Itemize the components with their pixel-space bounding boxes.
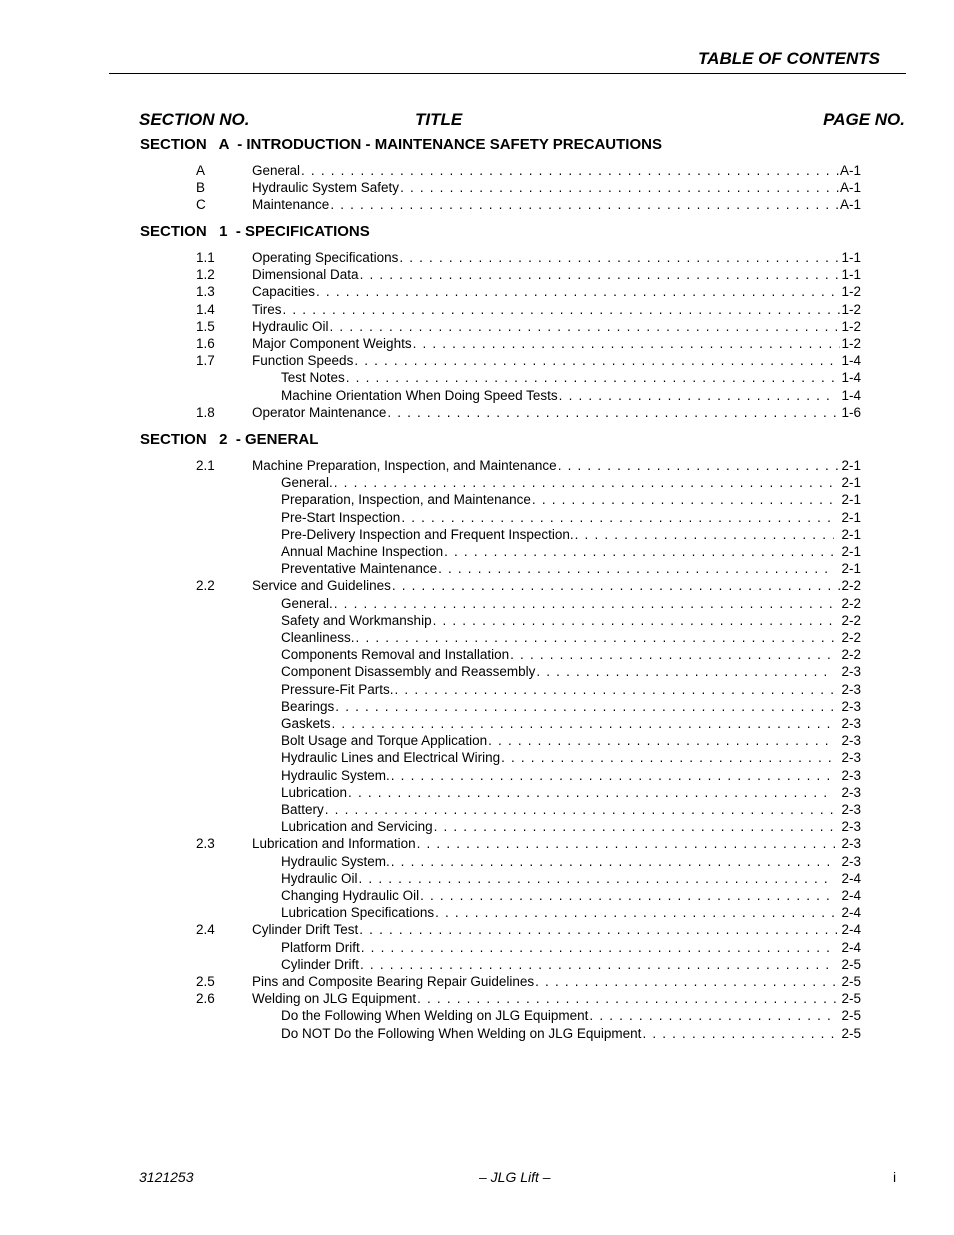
- dot-leader: [283, 302, 841, 317]
- entry-title: Hydraulic System.: [281, 767, 390, 783]
- entry-page-number: 2-3: [841, 716, 861, 731]
- toc-subentry[interactable]: [0, 854, 954, 871]
- dot-leader: [387, 405, 840, 420]
- toc-subentry[interactable]: [0, 492, 954, 509]
- dot-leader: [361, 940, 835, 955]
- dot-leader: [417, 991, 840, 1006]
- toc-entry[interactable]: [0, 974, 954, 991]
- toc-entry[interactable]: [0, 336, 954, 353]
- entry-title: Lubrication Specifications: [281, 905, 435, 921]
- dot-leader: [325, 802, 835, 817]
- entry-title: Welding on JLG Equipment: [252, 991, 417, 1007]
- toc-subentry[interactable]: [0, 630, 954, 647]
- entry-title: Lubrication: [281, 784, 348, 800]
- entry-page-number: 2-3: [841, 698, 861, 714]
- entry-page-number: 2-5: [841, 991, 861, 1007]
- entry-title: Cylinder Drift Test: [252, 922, 359, 938]
- entry-page-number: 1-4: [841, 370, 861, 386]
- page-header-title: TABLE OF CONTENTS: [698, 49, 880, 68]
- entry-number: 2.3: [196, 836, 215, 852]
- entry-page-number: 2-3: [841, 819, 861, 835]
- entry-page-number: 1-2: [841, 301, 861, 317]
- entry-page-number: 2-1: [841, 509, 861, 525]
- entry-page-number: A-1: [839, 180, 861, 196]
- entry-page-number: 2-4: [841, 939, 861, 955]
- entry-title: Operator Maintenance: [252, 404, 387, 420]
- toc-subentry[interactable]: [0, 1008, 954, 1025]
- entry-title: Cleanliness.: [281, 630, 355, 645]
- dot-leader: [332, 716, 835, 731]
- toc-subentry[interactable]: [0, 888, 954, 905]
- toc-entry[interactable]: [0, 319, 954, 336]
- entry-page-number: 2-2: [841, 647, 861, 663]
- entry-page-number: 2-1: [841, 475, 861, 491]
- entry-title: Operating Specifications: [252, 250, 399, 265]
- entry-title: General.: [281, 595, 333, 611]
- dot-leader: [316, 284, 840, 299]
- dot-leader: [400, 180, 839, 195]
- dot-leader: [558, 458, 841, 473]
- entry-title: Safety and Workmanship: [281, 612, 432, 628]
- entry-title: Dimensional Data: [252, 267, 359, 283]
- dot-leader: [575, 527, 835, 542]
- entry-title: Preparation, Inspection, and Maintenance: [281, 492, 531, 508]
- entry-page-number: 2-5: [841, 974, 861, 989]
- entry-page-number: 2-5: [841, 1025, 861, 1041]
- entry-page-number: 2-2: [841, 578, 861, 594]
- entry-page-number: 1-2: [841, 318, 861, 334]
- dot-leader: [536, 664, 834, 679]
- entry-page-number: 1-6: [841, 404, 861, 420]
- dot-leader: [434, 819, 835, 834]
- entry-title: Gaskets: [281, 716, 331, 731]
- entry-title: Hydraulic Lines and Electrical Wiring: [281, 750, 501, 766]
- toc-subentry[interactable]: [0, 596, 954, 613]
- footer-doc-number: 3121253: [139, 1169, 194, 1185]
- entry-title: Lubrication and Information: [252, 836, 416, 852]
- entry-title: Bolt Usage and Torque Application: [281, 733, 488, 749]
- column-header-section-no: SECTION NO.: [139, 110, 250, 129]
- entry-title: Machine Preparation, Inspection, and Maintenance: [252, 458, 557, 473]
- entry-page-number: 1-4: [841, 353, 861, 369]
- entry-title: Preventative Maintenance: [281, 561, 438, 577]
- entry-title: Pre-Delivery Inspection and Frequent Inspection.: [281, 526, 574, 542]
- entry-number: 2.1: [196, 458, 215, 473]
- toc-subentry[interactable]: [0, 682, 954, 699]
- dot-leader: [330, 197, 839, 212]
- entry-page-number: 2-1: [841, 561, 861, 577]
- toc-entry[interactable]: [0, 458, 954, 475]
- entry-title: Cylinder Drift: [281, 956, 360, 972]
- dot-leader: [589, 1008, 834, 1023]
- dot-leader: [401, 510, 834, 525]
- toc-subentry[interactable]: [0, 510, 954, 527]
- footer-center-text: – JLG Lift –: [479, 1169, 551, 1185]
- entry-title: Bearings: [281, 698, 335, 714]
- entry-number: 1.1: [196, 250, 215, 265]
- dot-leader: [642, 1026, 834, 1041]
- entry-title: Pre-Start Inspection: [281, 509, 401, 525]
- dot-leader: [435, 905, 834, 920]
- entry-page-number: 1-1: [841, 250, 861, 265]
- toc-subentry[interactable]: [0, 733, 954, 750]
- entry-page-number: 2-3: [841, 750, 861, 766]
- entry-title: Major Component Weights: [252, 336, 412, 351]
- entry-page-number: A-1: [839, 197, 861, 213]
- column-header-title: TITLE: [415, 110, 463, 129]
- entry-page-number: 2-1: [841, 526, 861, 542]
- toc-subentry[interactable]: [0, 785, 954, 802]
- entry-title: Tires: [252, 301, 282, 317]
- toc-entry[interactable]: [0, 578, 954, 595]
- dot-leader: [559, 388, 835, 403]
- toc-subentry[interactable]: [0, 1026, 954, 1043]
- entry-page-number: 2-1: [841, 492, 861, 508]
- dot-leader: [335, 699, 834, 714]
- toc-subentry[interactable]: [0, 370, 954, 387]
- dot-leader: [360, 267, 841, 282]
- dot-leader: [330, 319, 841, 334]
- entry-title: General.: [281, 475, 333, 491]
- toc-subentry[interactable]: [0, 647, 954, 664]
- dot-leader: [334, 475, 835, 490]
- dot-leader: [535, 974, 840, 989]
- dot-leader: [356, 630, 835, 645]
- entry-page-number: 2-4: [841, 922, 861, 938]
- entry-title: Do the Following When Welding on JLG Equipment: [281, 1008, 589, 1024]
- entry-title: Battery: [281, 802, 324, 817]
- header-divider: [109, 73, 906, 74]
- toc-entry[interactable]: [0, 250, 954, 267]
- entry-number: B: [196, 180, 206, 196]
- toc-subentry[interactable]: [0, 750, 954, 767]
- dot-leader: [510, 647, 834, 662]
- toc-entry[interactable]: [0, 302, 954, 319]
- dot-leader: [488, 733, 834, 748]
- entry-title: Hydraulic Oil: [252, 318, 329, 334]
- dot-leader: [438, 561, 834, 576]
- entry-title: Test Notes: [281, 370, 345, 386]
- entry-page-number: 2-4: [841, 870, 861, 886]
- entry-page-number: 2-5: [841, 956, 861, 972]
- toc-subentry[interactable]: [0, 802, 954, 819]
- section-heading: SECTION 2 - GENERAL: [140, 431, 319, 448]
- entry-page-number: 2-3: [841, 784, 861, 800]
- toc-subentry[interactable]: [0, 871, 954, 888]
- dot-leader: [399, 250, 840, 265]
- entry-number: 2.2: [196, 578, 215, 594]
- entry-number: C: [196, 197, 206, 213]
- entry-title: Component Disassembly and Reassembly: [281, 664, 536, 680]
- entry-page-number: 2-3: [841, 767, 861, 783]
- entry-page-number: 1-4: [841, 387, 861, 403]
- toc-subentry[interactable]: [0, 716, 954, 733]
- dot-leader: [501, 750, 834, 765]
- entry-page-number: 2-1: [841, 544, 861, 559]
- entry-page-number: 2-3: [841, 664, 861, 680]
- dot-leader: [392, 578, 841, 593]
- dot-leader: [346, 370, 835, 385]
- entry-page-number: 2-4: [841, 888, 861, 903]
- toc-entry[interactable]: [0, 267, 954, 284]
- toc-subentry[interactable]: [0, 613, 954, 630]
- entry-title: Hydraulic System Safety: [252, 180, 400, 196]
- entry-title: Lubrication and Servicing: [281, 819, 433, 835]
- entry-number: 1.3: [196, 284, 215, 300]
- entry-number: 1.6: [196, 336, 215, 351]
- toc-entry[interactable]: [0, 922, 954, 939]
- toc-subentry[interactable]: [0, 940, 954, 957]
- entry-page-number: 2-1: [841, 458, 861, 473]
- entry-title: Function Speeds: [252, 353, 354, 369]
- dot-leader: [359, 922, 840, 937]
- toc-subentry[interactable]: [0, 819, 954, 836]
- entry-title: Platform Drift: [281, 939, 360, 955]
- dot-leader: [413, 336, 841, 351]
- dot-leader: [348, 785, 834, 800]
- dot-leader: [420, 888, 834, 903]
- footer-page-number: i: [893, 1169, 897, 1185]
- dot-leader: [301, 163, 839, 178]
- dot-leader: [417, 836, 841, 851]
- entry-number: A: [196, 163, 206, 178]
- entry-number: 1.5: [196, 318, 215, 334]
- toc-entry[interactable]: [0, 180, 954, 197]
- entry-page-number: 1-1: [841, 267, 861, 283]
- entry-number: 1.2: [196, 267, 215, 283]
- entry-title: Hydraulic Oil: [281, 870, 358, 886]
- toc-entry[interactable]: [0, 163, 954, 180]
- entry-title: Capacities: [252, 284, 316, 300]
- dot-leader: [360, 957, 834, 972]
- dot-leader: [334, 596, 835, 611]
- toc-subentry[interactable]: [0, 475, 954, 492]
- toc-subentry[interactable]: [0, 561, 954, 578]
- entry-number: 1.8: [196, 404, 215, 420]
- entry-title: Pins and Composite Bearing Repair Guidelines: [252, 974, 535, 989]
- toc-subentry[interactable]: [0, 388, 954, 405]
- entry-number: 1.7: [196, 353, 215, 369]
- toc-entry[interactable]: [0, 991, 954, 1008]
- entry-title: Hydraulic System.: [281, 853, 390, 869]
- toc-entry[interactable]: [0, 405, 954, 422]
- toc-entry[interactable]: [0, 353, 954, 370]
- entry-page-number: 2-3: [841, 733, 861, 749]
- entry-page-number: 2-3: [841, 681, 861, 697]
- entry-title: Service and Guidelines: [252, 578, 391, 594]
- entry-title: Pressure-Fit Parts.: [281, 681, 394, 697]
- dot-leader: [391, 854, 835, 869]
- toc-subentry[interactable]: [0, 699, 954, 716]
- toc-subentry[interactable]: [0, 527, 954, 544]
- toc-entry[interactable]: [0, 197, 954, 214]
- dot-leader: [532, 492, 835, 507]
- entry-page-number: 2-5: [841, 1008, 861, 1024]
- entry-page-number: 2-3: [841, 853, 861, 869]
- entry-page-number: 2-4: [841, 905, 861, 921]
- toc-subentry[interactable]: [0, 664, 954, 681]
- entry-title: Do NOT Do the Following When Welding on JLG Equipment: [281, 1025, 642, 1041]
- toc-subentry[interactable]: [0, 957, 954, 974]
- toc-subentry[interactable]: [0, 905, 954, 922]
- entry-title: Components Removal and Installation: [281, 647, 510, 663]
- entry-page-number: 2-2: [841, 612, 861, 628]
- toc-entry[interactable]: [0, 836, 954, 853]
- entry-page-number: A-1: [839, 163, 861, 178]
- column-header-page-no: PAGE NO.: [823, 110, 905, 129]
- entry-number: 2.5: [196, 974, 215, 989]
- entry-page-number: 1-2: [841, 336, 861, 351]
- entry-title: Changing Hydraulic Oil: [281, 888, 420, 903]
- entry-number: 2.6: [196, 991, 215, 1007]
- dot-leader: [359, 871, 835, 886]
- section-heading: SECTION A - INTRODUCTION - MAINTENANCE SAFETY PRECAUTIONS: [140, 136, 662, 153]
- dot-leader: [395, 682, 835, 697]
- section-heading: SECTION 1 - SPECIFICATIONS: [140, 223, 370, 240]
- entry-page-number: 2-2: [841, 630, 861, 645]
- entry-number: 2.4: [196, 922, 215, 938]
- entry-title: Maintenance: [252, 197, 330, 213]
- entry-page-number: 2-2: [841, 595, 861, 611]
- toc-subentry[interactable]: [0, 544, 954, 561]
- toc-subentry[interactable]: [0, 768, 954, 785]
- entry-number: 1.4: [196, 301, 215, 317]
- entry-page-number: 2-3: [841, 836, 861, 852]
- dot-leader: [433, 613, 835, 628]
- entry-page-number: 1-2: [841, 284, 861, 300]
- entry-title: Machine Orientation When Doing Speed Tests: [281, 387, 558, 403]
- entry-title: Annual Machine Inspection: [281, 544, 444, 559]
- dot-leader: [391, 768, 835, 783]
- toc-entry[interactable]: [0, 284, 954, 301]
- entry-page-number: 2-3: [841, 802, 861, 817]
- entry-title: General: [252, 163, 301, 178]
- dot-leader: [354, 353, 840, 368]
- dot-leader: [444, 544, 834, 559]
